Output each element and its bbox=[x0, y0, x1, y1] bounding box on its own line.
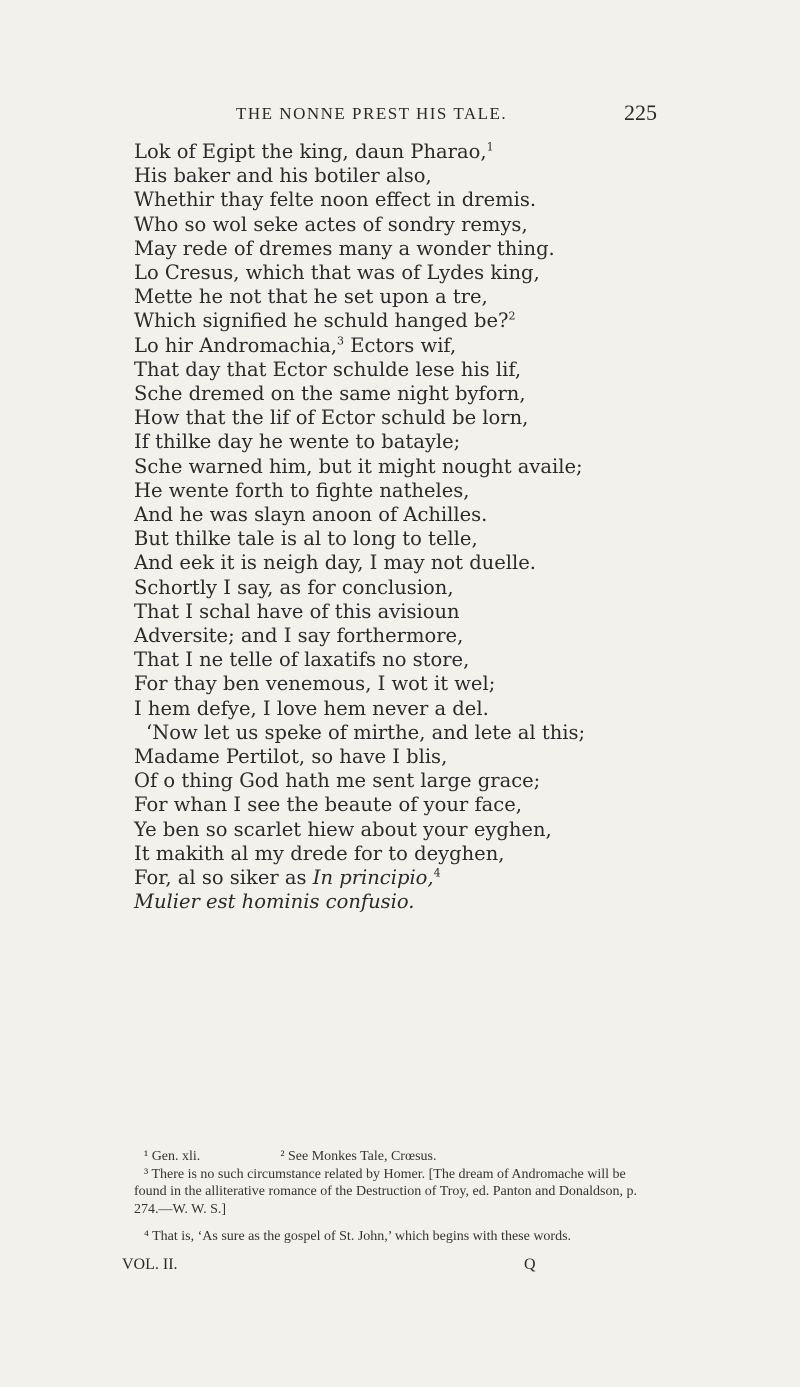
verse-text: Lo Cresus, which that was of Lydes king, bbox=[134, 261, 540, 285]
verse-text: Whethir thay felte noon effect in dremis. bbox=[134, 188, 537, 212]
footnote-2: ² See Monkes Tale, Crœsus. bbox=[280, 1149, 437, 1164]
verse-text: And eek it is neigh day, I may not duelle. bbox=[134, 551, 536, 575]
verse-text: He wente forth to fighte natheles, bbox=[134, 478, 470, 502]
verse-line bbox=[134, 382, 774, 406]
poem-text bbox=[134, 140, 774, 915]
verse-line bbox=[134, 890, 774, 914]
verse-line bbox=[134, 406, 774, 430]
footnote-marker: 1 bbox=[486, 140, 494, 154]
verse-text: I hem defye, I love hem never a del. bbox=[134, 696, 489, 720]
verse-line bbox=[134, 503, 774, 527]
footnotes bbox=[134, 1148, 654, 1246]
verse-text: Ye ben so scarlet hiew about your eyghen, bbox=[134, 817, 552, 841]
verse-line bbox=[134, 769, 774, 793]
footnote-row-1 bbox=[134, 1148, 654, 1166]
verse-text-after: Ectors wif, bbox=[344, 333, 457, 357]
verse-text: That I ne telle of laxatifs no store, bbox=[134, 648, 470, 672]
verse-line bbox=[134, 551, 774, 575]
verse-text: And he was slayn anoon of Achilles. bbox=[134, 503, 488, 527]
verse-text: For whan I see the beaute of your face, bbox=[134, 793, 522, 817]
verse-text: Madame Pertilot, so have I blis, bbox=[134, 745, 448, 769]
verse-text: For thay ben venemous, I wot it wel; bbox=[134, 672, 496, 696]
verse-text: Which signified he schuld hanged be? bbox=[134, 309, 509, 333]
verse-line bbox=[134, 527, 774, 551]
running-title: THE NONNE PREST HIS TALE. bbox=[236, 104, 508, 123]
footnote-marker: 2 bbox=[508, 309, 516, 323]
verse-text: May rede of dremes many a wonder thing. bbox=[134, 236, 555, 260]
verse-text: Lo hir Andromachia, bbox=[134, 333, 338, 357]
verse-line bbox=[134, 334, 774, 358]
verse-text: Sche dremed on the same night byforn, bbox=[134, 382, 526, 406]
verse-line bbox=[134, 721, 774, 745]
footnote-1: ¹ Gen. xli. bbox=[144, 1149, 201, 1164]
page-number: 225 bbox=[624, 100, 657, 125]
verse-text: Who so wol seke actes of sondry remys, bbox=[134, 212, 528, 236]
verse-line bbox=[134, 261, 774, 285]
verse-text: Mulier est hominis confusio. bbox=[134, 890, 415, 914]
verse-line bbox=[134, 237, 774, 261]
verse-line bbox=[134, 576, 774, 600]
verse-line bbox=[134, 600, 774, 624]
verse-line bbox=[134, 188, 774, 212]
verse-text: Adversite; and I say forthermore, bbox=[134, 624, 464, 648]
footnote-marker: 3 bbox=[337, 334, 345, 348]
verse-text: His baker and his botiler also, bbox=[134, 164, 432, 188]
footnote-marker: 4 bbox=[433, 866, 441, 880]
verse-line bbox=[134, 866, 774, 890]
verse-text: For, al so siker as bbox=[134, 866, 313, 890]
verse-line bbox=[134, 793, 774, 817]
verse-text: How that the lif of Ector schuld be lorn, bbox=[134, 406, 529, 430]
verse-text: It makith al my drede for to deyghen, bbox=[134, 841, 505, 865]
verse-line bbox=[134, 285, 774, 309]
signature-mark: Q bbox=[524, 1256, 536, 1273]
verse-line bbox=[134, 309, 774, 333]
verse-text: Sche warned him, but it might nought availe; bbox=[134, 454, 583, 478]
verse-text: That day that Ector schulde lese his lif, bbox=[134, 357, 522, 381]
verse-line bbox=[134, 358, 774, 382]
verse-line bbox=[134, 648, 774, 672]
verse-line bbox=[134, 455, 774, 479]
verse-text: Schortly I say, as for conclusion, bbox=[134, 575, 454, 599]
volume-label: VOL. II. bbox=[122, 1256, 178, 1273]
verse-line bbox=[134, 479, 774, 503]
verse-line bbox=[134, 213, 774, 237]
verse-italic: In principio, bbox=[312, 866, 434, 890]
verse-line bbox=[134, 842, 774, 866]
verse-line bbox=[134, 624, 774, 648]
verse-text: If thilke day he wente to batayle; bbox=[134, 430, 461, 454]
verse-line bbox=[134, 140, 774, 164]
footnote-3: ³ There is no such circumstance related by Homer. [The dream of Andromache will be found in the alliterative romance of the Destruction of Troy, ed. Panton and Donaldson, p. 274.—W. W. S.] bbox=[134, 1166, 637, 1217]
verse-line bbox=[134, 164, 774, 188]
verse-text: Mette he not that he set upon a tre, bbox=[134, 285, 488, 309]
verse-line bbox=[134, 672, 774, 696]
verse-text: ‘Now let us speke of mirthe, and lete al this; bbox=[146, 720, 586, 744]
verse-line bbox=[134, 818, 774, 842]
verse-line bbox=[134, 745, 774, 769]
verse-line bbox=[134, 697, 774, 721]
verse-line bbox=[134, 430, 774, 454]
footnote-4: ⁴ That is, ‘As sure as the gospel of St. John,’ which begins with these words. bbox=[144, 1229, 572, 1244]
page-header bbox=[236, 100, 796, 132]
verse-text: Lok of Egipt the king, daun Pharao, bbox=[134, 140, 487, 163]
verse-text: Of o thing God hath me sent large grace; bbox=[134, 769, 541, 793]
verse-text: That I schal have of this avisioun bbox=[134, 599, 460, 623]
page-footer bbox=[122, 1256, 642, 1278]
verse-text: But thilke tale is al to long to telle, bbox=[134, 527, 478, 551]
